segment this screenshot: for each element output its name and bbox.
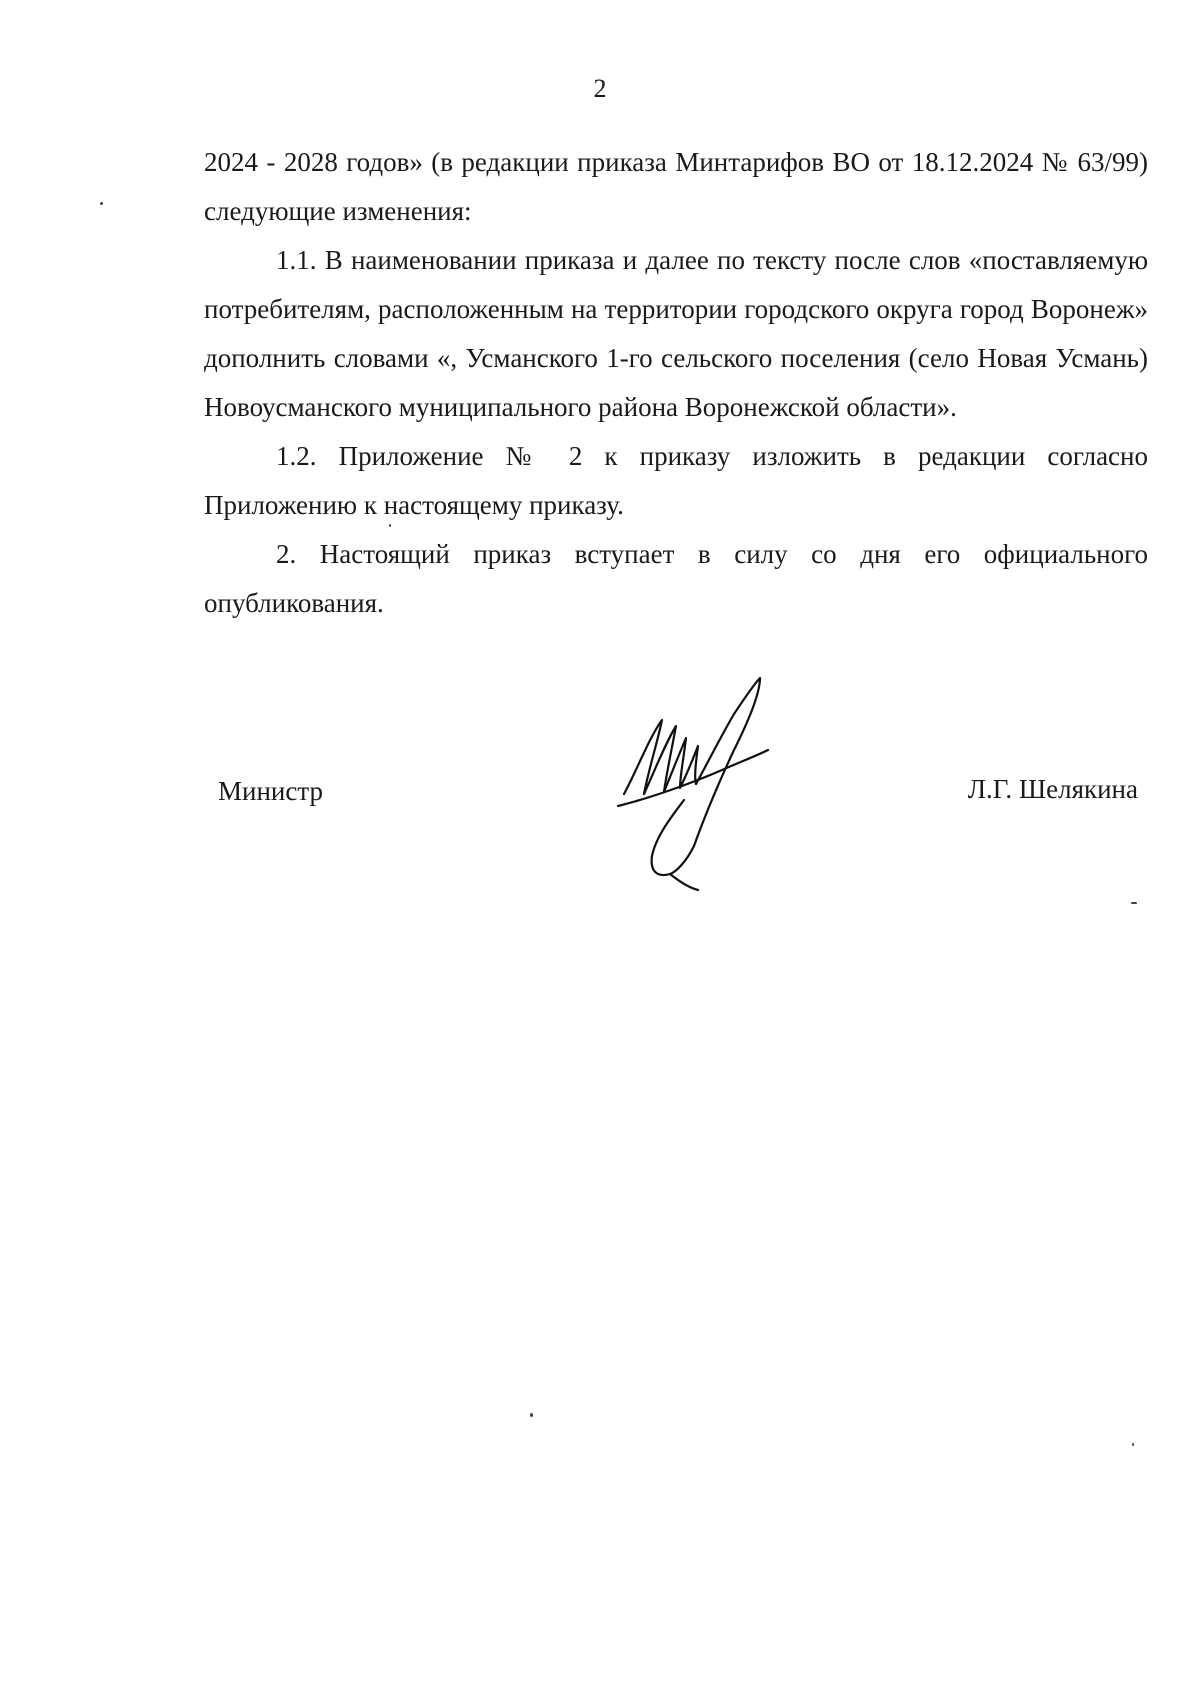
scan-speck (389, 524, 391, 527)
paragraph-2: 2. Настоящий приказ вступает в силу со дня его официального опубликования. (204, 539, 1148, 618)
document-body (204, 138, 1148, 628)
scan-speck (1132, 1443, 1134, 1446)
page-number: 2 (593, 74, 607, 103)
handwritten-signature (610, 676, 780, 896)
scan-speck (530, 1413, 533, 1417)
scan-speck (1131, 902, 1137, 904)
signatory-role: Министр (218, 776, 323, 806)
signatory-name: Л.Г. Шелякина (967, 774, 1138, 804)
scan-speck (100, 202, 103, 205)
paragraph-1-2: 1.2. Приложение № 2 к приказу изложить в редакции согласно Приложению к настоящему приказу. (204, 441, 1148, 520)
paragraph-1-1: 1.1. В наименовании приказа и далее по тексту после слов «поставляемую потребителям, расположенным на территории городского округа город Воронеж» дополнить словами «, Усманского 1-го сельского поселения (село Новая Усмань) Новоусманского муниципального района Воронежской области». (204, 245, 1148, 422)
paragraph-intro: 2024 - 2028 годов» (в редакции приказа Минтарифов ВО от 18.12.2024 № 63/99) следующие изменения: (204, 147, 1148, 226)
